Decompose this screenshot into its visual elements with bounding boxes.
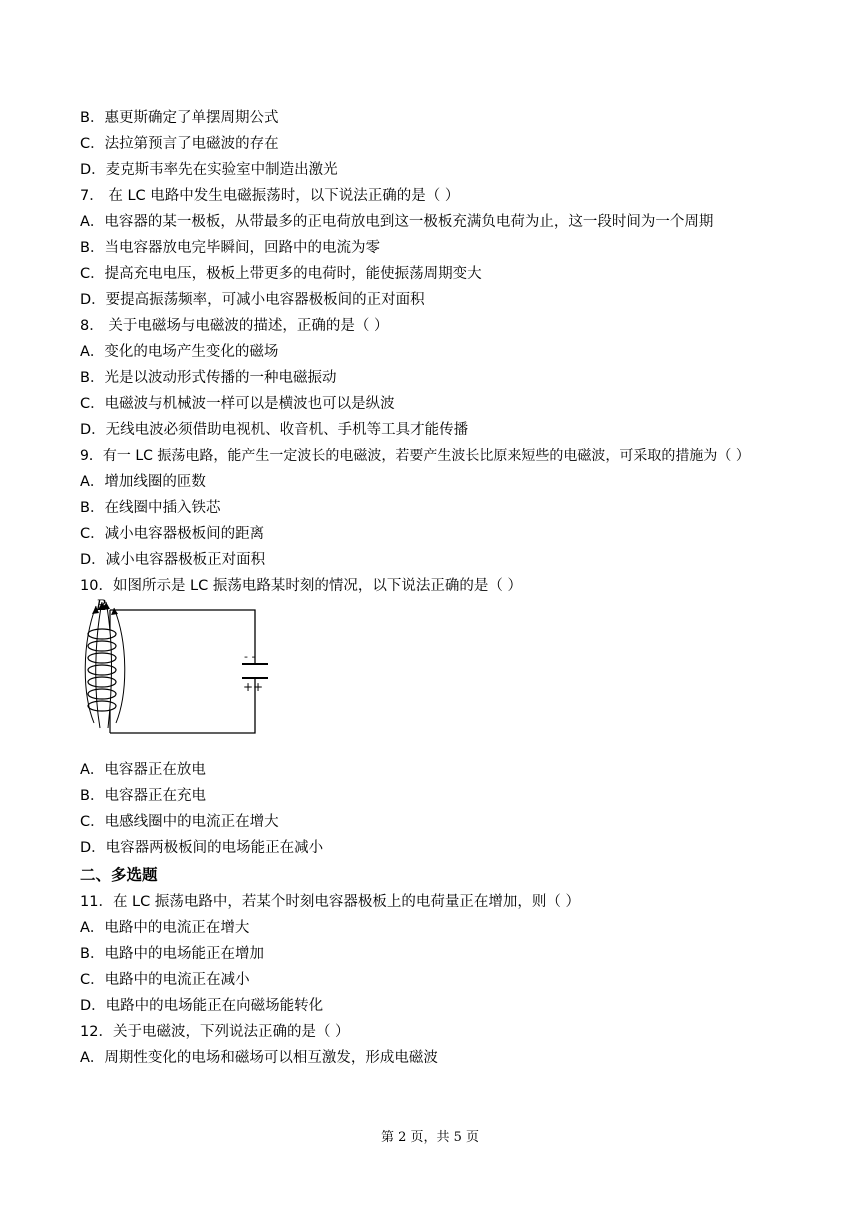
q10-option-b: B．电容器正在充电 [80, 788, 206, 804]
circuit-wires [110, 610, 255, 733]
q9-option-b: B．在线圈中插入铁芯 [80, 500, 221, 516]
q11-option-d: D．电路中的电场能正在向磁场能转化 [80, 998, 324, 1014]
q8-option-a: A．变化的电场产生变化的磁场 [80, 344, 279, 360]
q9-option-a: A．增加线圈的匝数 [80, 474, 206, 490]
q11-option-c: C．电路中的电流正在减小 [80, 972, 250, 988]
q11-option-b: B．电路中的电场能正在增加 [80, 946, 264, 962]
q6-option-c: C．法拉第预言了电磁波的存在 [80, 136, 279, 152]
q10-stem: 10．如图所示是 LC 振荡电路某时刻的情况，以下说法正确的是（ ） [80, 578, 522, 594]
field-label-b: B [96, 598, 107, 614]
q10-option-c: C．电感线圈中的电流正在增大 [80, 814, 279, 830]
q12-stem: 12．关于电磁波，下列说法正确的是（ ） [80, 1024, 350, 1040]
lc-circuit-figure [80, 598, 270, 743]
q10-option-d: D．电容器两极板间的电场能正在减小 [80, 840, 324, 856]
q6-option-b: B．惠更斯确定了单摆周期公式 [80, 110, 279, 126]
q8-option-d: D．无线电波必须借助电视机、收音机、手机等工具才能传播 [80, 422, 469, 438]
page-footer: 第 2 页，共 5 页 [380, 1130, 480, 1145]
q11-option-a: A．电路中的电流正在增大 [80, 920, 250, 936]
q8-option-b: B．光是以波动形式传播的一种电磁振动 [80, 370, 337, 386]
section-title-multi-choice: 二、多选题 [80, 866, 158, 884]
q9-option-c: C．减小电容器极板间的距离 [80, 526, 265, 542]
q8-option-c: C．电磁波与机械波一样可以是横波也可以是纵波 [80, 396, 395, 412]
q9-option-d: D．减小电容器极板正对面积 [80, 552, 266, 568]
q7-option-a: A．电容器的某一极板，从带最多的正电荷放电到这一极板充满负电荷为止，这一段时间为一个周期 [80, 214, 714, 230]
q12-option-a: A．周期性变化的电场和磁场可以相互激发，形成电磁波 [80, 1050, 438, 1066]
q6-option-d: D．麦克斯韦率先在实验室中制造出激光 [80, 162, 338, 178]
q9-stem: 9．有一 LC 振荡电路，能产生一定波长的电磁波，若要产生波长比原来短些的电磁波，可采取的措施为（ ） [80, 448, 750, 464]
q11-stem: 11．在 LC 振荡电路中，若某个时刻电容器极板上的电荷量正在增加，则（ ） [80, 894, 580, 910]
top-plate-charge: - - [244, 650, 256, 663]
bottom-plate-charge: ++ [243, 680, 264, 694]
q7-option-d: D．要提高振荡频率，可减小电容器极板间的正对面积 [80, 292, 425, 308]
q7-option-b: B．当电容器放电完毕瞬间，回路中的电流为零 [80, 240, 380, 256]
q7-stem: 7． 在 LC 电路中发生电磁振荡时，以下说法正确的是（ ） [80, 188, 460, 204]
q8-stem: 8． 关于电磁场与电磁波的描述，正确的是（ ） [80, 318, 389, 334]
q10-option-a: A．电容器正在放电 [80, 762, 206, 778]
q7-option-c: C．提高充电电压，极板上带更多的电荷时，能使振荡周期变大 [80, 266, 482, 282]
